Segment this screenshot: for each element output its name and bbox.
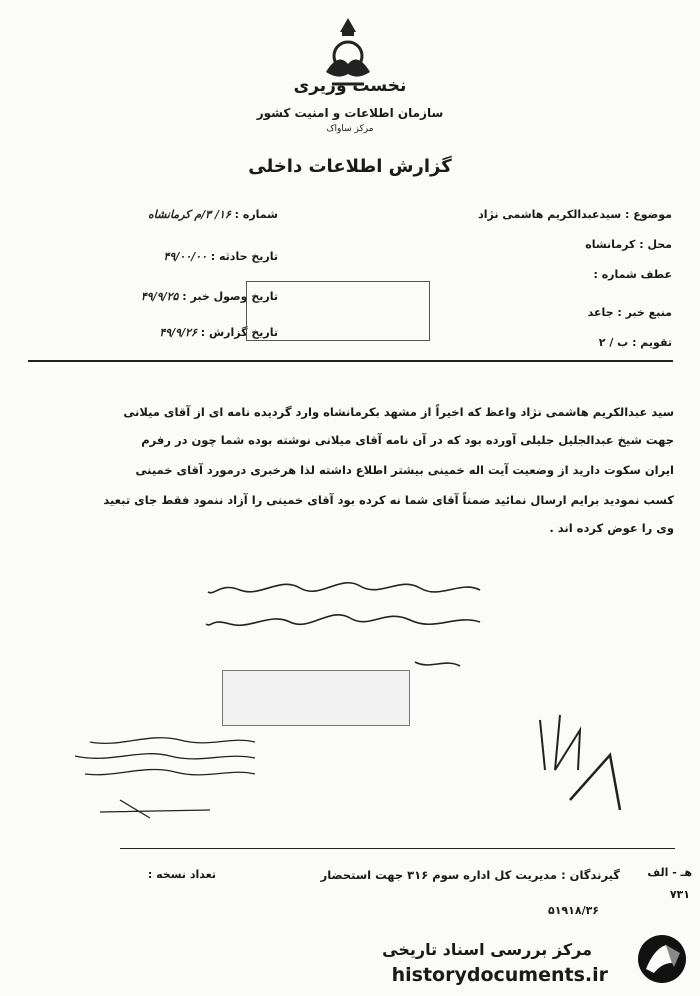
field-received-date: تاریخ وصول خبر : ۴۹/۹/۲۵ — [140, 290, 278, 303]
field-label: تقویم — [640, 336, 672, 349]
field-value: ۱۶/ ۳/م کرمانشاه — [147, 208, 231, 221]
field-label: منبع خبر — [625, 306, 672, 319]
handwritten-notes-picture — [200, 570, 490, 680]
field-label: شماره — [242, 208, 278, 221]
footer-divider — [120, 848, 675, 849]
field-value: ۴۹/۰۰/۰۰ — [163, 250, 207, 263]
field-source: منبع خبر : جاعد — [587, 306, 672, 319]
field-evaluation: تقویم : ب / ۲ — [598, 336, 672, 349]
copies-label: تعداد نسخه : — [147, 868, 216, 881]
blank-stamp-box — [246, 281, 430, 341]
org-subtitle: سازمان اطلاعات و امنیت کشور — [256, 106, 444, 120]
field-label: عطف شماره — [601, 268, 672, 281]
field-location: محل : کرمانشاه — [585, 238, 672, 251]
field-value: ب / ۲ — [598, 336, 629, 349]
signature-scribble-picture — [520, 700, 640, 820]
field-number: شماره : ۱۶/ ۳/م کرمانشاه — [147, 208, 278, 221]
recipients-label: گیرندگان — [569, 868, 620, 882]
header-divider — [28, 360, 673, 362]
org-title: نخست وزیری — [293, 76, 407, 96]
field-label: تاریخ حادثه — [219, 250, 278, 263]
archive-name: مرکز بررسی اسناد تاریخی — [382, 940, 592, 959]
body-line: کسب نمودید برایم ارسال نمائید ضمناً آقای شما نه کرده بود آقای خمینی را آزاد ننمود فقط جای تبعید — [103, 493, 674, 507]
field-label: محل — [647, 238, 672, 251]
ref-code-top: هـ - الف — [647, 866, 692, 879]
reference-number: ۵۱۹۱۸/۳۶ — [548, 904, 600, 917]
body-line: سید عبدالکریم هاشمی نژاد واعظ که اخیراً از مشهد بکرمانشاه وارد گردیده نامه ای از آقای میلانی — [123, 405, 674, 419]
field-value: کرمانشاه — [585, 238, 636, 251]
field-label: تاریخ گزارش — [208, 326, 278, 339]
field-report-date: تاریخ گزارش : ۴۹/۹/۲۶ — [159, 326, 278, 339]
margin-notes-picture — [60, 730, 260, 820]
field-label: موضوع — [633, 208, 672, 221]
field-label: تاریخ وصول خبر — [190, 290, 278, 303]
field-value: سیدعبدالکریم هاشمی نژاد — [478, 208, 622, 221]
report-title: گزارش اطلاعات داخلی — [248, 156, 452, 177]
body-line: ایران سکوت دارید از وضعیت آیت اله خمینی بیشتر اطلاع داشته لذا هرخبری درمورد آقای خمینی — [135, 463, 674, 477]
field-reference-number: عطف شماره : — [593, 268, 672, 281]
field-subject: موضوع : سیدعبدالکریم هاشمی نژاد — [478, 208, 672, 221]
field-value: جاعد — [587, 306, 614, 319]
ref-code-bottom: ۷۳۱ — [669, 888, 690, 901]
recipients-line: گیرندگان : مدیریت کل اداره سوم ۳۱۶ جهت استحضار — [320, 868, 620, 882]
archive-url: historydocuments.ir — [391, 964, 608, 986]
faint-stamp — [222, 670, 410, 726]
field-value: ۴۹/۹/۲۵ — [140, 290, 179, 303]
field-incident-date: تاریخ حادثه : ۴۹/۰۰/۰۰ — [163, 250, 278, 263]
field-value: ۴۹/۹/۲۶ — [159, 326, 197, 339]
recipients-value: مدیریت کل اداره سوم ۳۱۶ جهت استحضار — [320, 868, 558, 882]
body-line: وی را عوض کرده اند . — [549, 521, 674, 535]
body-line: جهت شیخ عبدالجلیل جلیلی آورده بود که در آن نامه آقای میلانی نوشته بوده شما چون در رفرم — [141, 433, 674, 447]
archive-logo-icon — [636, 933, 688, 985]
org-small-label: مرکز ساواک — [326, 124, 374, 134]
